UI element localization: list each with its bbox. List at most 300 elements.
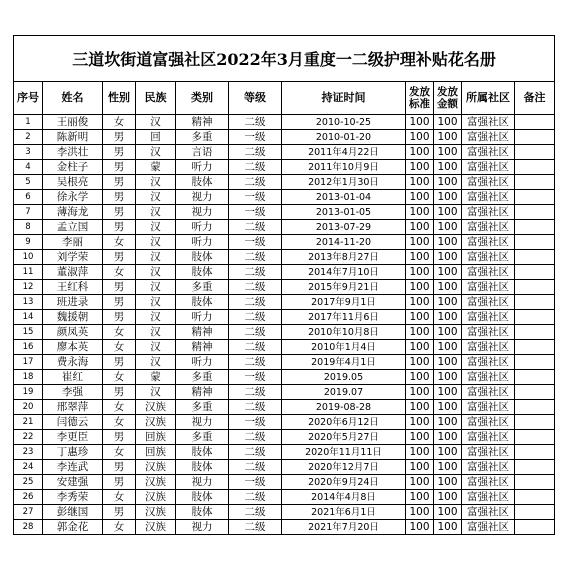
cell-standard: 100 xyxy=(406,175,434,190)
cell-remarks xyxy=(515,400,555,415)
cell-community: 富强社区 xyxy=(462,220,515,235)
table-row xyxy=(14,145,555,160)
cell-category: 多重 xyxy=(176,130,229,145)
cell-gender: 女 xyxy=(103,370,136,385)
cell-ethnicity: 汉族 xyxy=(136,505,176,520)
cell-amount: 100 xyxy=(434,145,462,160)
cell-category: 多重 xyxy=(176,430,229,445)
cell-community: 富强社区 xyxy=(462,115,515,130)
cell-remarks xyxy=(515,475,555,490)
cell-standard: 100 xyxy=(406,475,434,490)
cell-cert-date: 2010年10月8日 xyxy=(282,325,406,340)
cell-ethnicity: 汉 xyxy=(136,175,176,190)
cell-community: 富强社区 xyxy=(462,160,515,175)
cell-gender: 女 xyxy=(103,325,136,340)
cell-name: 崔红 xyxy=(43,370,103,385)
cell-cert-date: 2019-08-28 xyxy=(282,400,406,415)
cell-gender: 男 xyxy=(103,175,136,190)
table-row xyxy=(14,115,555,130)
cell-level: 一级 xyxy=(229,190,282,205)
table-row xyxy=(14,475,555,490)
cell-gender: 男 xyxy=(103,205,136,220)
cell-standard: 100 xyxy=(406,415,434,430)
column-header-index: 序号 xyxy=(14,82,43,115)
cell-name: 彭继国 xyxy=(43,505,103,520)
cell-category: 视力 xyxy=(176,475,229,490)
cell-name: 颜凤英 xyxy=(43,325,103,340)
cell-standard: 100 xyxy=(406,490,434,505)
cell-category: 视力 xyxy=(176,520,229,535)
cell-amount: 100 xyxy=(434,460,462,475)
cell-cert-date: 2017年11月6日 xyxy=(282,310,406,325)
cell-gender: 女 xyxy=(103,400,136,415)
cell-cert-date: 2020年6月12日 xyxy=(282,415,406,430)
cell-category: 视力 xyxy=(176,205,229,220)
cell-remarks xyxy=(515,370,555,385)
cell-gender: 男 xyxy=(103,430,136,445)
cell-index: 1 xyxy=(14,115,43,130)
cell-index: 27 xyxy=(14,505,43,520)
cell-category: 精神 xyxy=(176,325,229,340)
cell-amount: 100 xyxy=(434,520,462,535)
roster-table xyxy=(13,35,555,535)
cell-cert-date: 2017年9月1日 xyxy=(282,295,406,310)
cell-standard: 100 xyxy=(406,205,434,220)
cell-gender: 男 xyxy=(103,505,136,520)
cell-index: 3 xyxy=(14,145,43,160)
cell-level: 二级 xyxy=(229,355,282,370)
cell-gender: 男 xyxy=(103,220,136,235)
cell-ethnicity: 汉 xyxy=(136,310,176,325)
cell-standard: 100 xyxy=(406,340,434,355)
cell-gender: 女 xyxy=(103,340,136,355)
cell-amount: 100 xyxy=(434,430,462,445)
cell-community: 富强社区 xyxy=(462,265,515,280)
cell-gender: 男 xyxy=(103,385,136,400)
cell-standard: 100 xyxy=(406,145,434,160)
cell-ethnicity: 蒙 xyxy=(136,160,176,175)
cell-standard: 100 xyxy=(406,130,434,145)
cell-amount: 100 xyxy=(434,445,462,460)
cell-name: 班进录 xyxy=(43,295,103,310)
cell-gender: 女 xyxy=(103,415,136,430)
cell-ethnicity: 汉族 xyxy=(136,475,176,490)
cell-cert-date: 2011年4月22日 xyxy=(282,145,406,160)
cell-index: 21 xyxy=(14,415,43,430)
cell-remarks xyxy=(515,205,555,220)
table-row xyxy=(14,520,555,535)
table-row xyxy=(14,445,555,460)
cell-amount: 100 xyxy=(434,235,462,250)
cell-cert-date: 2010-01-20 xyxy=(282,130,406,145)
cell-ethnicity: 汉 xyxy=(136,250,176,265)
cell-standard: 100 xyxy=(406,445,434,460)
cell-ethnicity: 回族 xyxy=(136,445,176,460)
cell-ethnicity: 汉族 xyxy=(136,490,176,505)
table-row xyxy=(14,370,555,385)
cell-category: 精神 xyxy=(176,385,229,400)
cell-ethnicity: 汉族 xyxy=(136,520,176,535)
cell-ethnicity: 汉 xyxy=(136,280,176,295)
cell-level: 二级 xyxy=(229,520,282,535)
table-row xyxy=(14,430,555,445)
cell-level: 二级 xyxy=(229,265,282,280)
table-row xyxy=(14,325,555,340)
cell-community: 富强社区 xyxy=(462,340,515,355)
cell-level: 一级 xyxy=(229,130,282,145)
cell-amount: 100 xyxy=(434,310,462,325)
cell-name: 薄海龙 xyxy=(43,205,103,220)
cell-standard: 100 xyxy=(406,220,434,235)
column-header-remarks: 备注 xyxy=(515,82,555,115)
cell-gender: 男 xyxy=(103,190,136,205)
cell-gender: 女 xyxy=(103,520,136,535)
cell-category: 言语 xyxy=(176,145,229,160)
table-row xyxy=(14,400,555,415)
table-row xyxy=(14,220,555,235)
cell-index: 24 xyxy=(14,460,43,475)
cell-index: 19 xyxy=(14,385,43,400)
cell-standard: 100 xyxy=(406,115,434,130)
cell-index: 25 xyxy=(14,475,43,490)
cell-category: 肢体 xyxy=(176,445,229,460)
cell-level: 二级 xyxy=(229,340,282,355)
cell-amount: 100 xyxy=(434,475,462,490)
cell-level: 二级 xyxy=(229,160,282,175)
cell-gender: 男 xyxy=(103,460,136,475)
table-row xyxy=(14,460,555,475)
cell-amount: 100 xyxy=(434,385,462,400)
cell-community: 富强社区 xyxy=(462,520,515,535)
table-body xyxy=(14,115,555,535)
cell-community: 富强社区 xyxy=(462,310,515,325)
cell-category: 肢体 xyxy=(176,505,229,520)
cell-level: 二级 xyxy=(229,310,282,325)
cell-index: 11 xyxy=(14,265,43,280)
cell-level: 二级 xyxy=(229,430,282,445)
cell-amount: 100 xyxy=(434,340,462,355)
cell-community: 富强社区 xyxy=(462,190,515,205)
cell-remarks xyxy=(515,220,555,235)
cell-name: 丁惠珍 xyxy=(43,445,103,460)
cell-standard: 100 xyxy=(406,295,434,310)
table-row xyxy=(14,385,555,400)
cell-name: 徐永学 xyxy=(43,190,103,205)
cell-gender: 女 xyxy=(103,490,136,505)
cell-remarks xyxy=(515,445,555,460)
cell-standard: 100 xyxy=(406,400,434,415)
cell-community: 富强社区 xyxy=(462,430,515,445)
cell-remarks xyxy=(515,430,555,445)
cell-level: 二级 xyxy=(229,145,282,160)
cell-community: 富强社区 xyxy=(462,445,515,460)
cell-remarks xyxy=(515,235,555,250)
cell-ethnicity: 汉 xyxy=(136,325,176,340)
cell-standard: 100 xyxy=(406,385,434,400)
cell-remarks xyxy=(515,355,555,370)
cell-ethnicity: 汉 xyxy=(136,205,176,220)
cell-level: 二级 xyxy=(229,400,282,415)
cell-gender: 男 xyxy=(103,310,136,325)
cell-name: 王红科 xyxy=(43,280,103,295)
table-row xyxy=(14,130,555,145)
table-row xyxy=(14,175,555,190)
cell-cert-date: 2019年4月1日 xyxy=(282,355,406,370)
cell-level: 二级 xyxy=(229,295,282,310)
cell-name: 李秀荣 xyxy=(43,490,103,505)
cell-gender: 男 xyxy=(103,355,136,370)
table-header-row xyxy=(14,82,555,115)
cell-remarks xyxy=(515,115,555,130)
cell-community: 富强社区 xyxy=(462,280,515,295)
cell-remarks xyxy=(515,325,555,340)
cell-cert-date: 2013-01-04 xyxy=(282,190,406,205)
cell-amount: 100 xyxy=(434,115,462,130)
cell-ethnicity: 汉 xyxy=(136,295,176,310)
cell-level: 二级 xyxy=(229,115,282,130)
cell-remarks xyxy=(515,145,555,160)
cell-category: 肢体 xyxy=(176,295,229,310)
cell-cert-date: 2014年4月8日 xyxy=(282,490,406,505)
table-row xyxy=(14,340,555,355)
table-row xyxy=(14,235,555,250)
cell-name: 廖本英 xyxy=(43,340,103,355)
table-row xyxy=(14,280,555,295)
cell-community: 富强社区 xyxy=(462,475,515,490)
cell-name: 安建强 xyxy=(43,475,103,490)
cell-index: 12 xyxy=(14,280,43,295)
cell-cert-date: 2012年1月30日 xyxy=(282,175,406,190)
cell-gender: 男 xyxy=(103,250,136,265)
cell-category: 多重 xyxy=(176,370,229,385)
cell-index: 15 xyxy=(14,325,43,340)
cell-level: 二级 xyxy=(229,445,282,460)
cell-community: 富强社区 xyxy=(462,460,515,475)
cell-ethnicity: 回族 xyxy=(136,430,176,445)
cell-level: 二级 xyxy=(229,220,282,235)
cell-index: 23 xyxy=(14,445,43,460)
cell-remarks xyxy=(515,490,555,505)
cell-cert-date: 2020年12月7日 xyxy=(282,460,406,475)
column-header-gender: 性别 xyxy=(103,82,136,115)
cell-gender: 男 xyxy=(103,295,136,310)
cell-index: 7 xyxy=(14,205,43,220)
cell-index: 18 xyxy=(14,370,43,385)
cell-index: 8 xyxy=(14,220,43,235)
column-header-ethnicity: 民族 xyxy=(136,82,176,115)
cell-name: 闫德云 xyxy=(43,415,103,430)
cell-remarks xyxy=(515,250,555,265)
cell-index: 4 xyxy=(14,160,43,175)
cell-standard: 100 xyxy=(406,280,434,295)
cell-cert-date: 2013年8月27日 xyxy=(282,250,406,265)
cell-cert-date: 2019.05 xyxy=(282,370,406,385)
cell-level: 一级 xyxy=(229,235,282,250)
cell-cert-date: 2020年5月27日 xyxy=(282,430,406,445)
cell-gender: 女 xyxy=(103,235,136,250)
cell-category: 听力 xyxy=(176,310,229,325)
cell-gender: 男 xyxy=(103,280,136,295)
cell-ethnicity: 汉 xyxy=(136,235,176,250)
table-row xyxy=(14,160,555,175)
cell-category: 多重 xyxy=(176,400,229,415)
cell-category: 肢体 xyxy=(176,175,229,190)
column-header-amount: 发放 金额 xyxy=(434,82,462,115)
cell-category: 多重 xyxy=(176,280,229,295)
cell-index: 14 xyxy=(14,310,43,325)
cell-category: 听力 xyxy=(176,235,229,250)
cell-community: 富强社区 xyxy=(462,490,515,505)
cell-name: 李连武 xyxy=(43,460,103,475)
cell-standard: 100 xyxy=(406,235,434,250)
cell-cert-date: 2014年7月10日 xyxy=(282,265,406,280)
cell-amount: 100 xyxy=(434,160,462,175)
cell-cert-date: 2019.07 xyxy=(282,385,406,400)
cell-level: 二级 xyxy=(229,250,282,265)
cell-category: 听力 xyxy=(176,160,229,175)
cell-ethnicity: 汉 xyxy=(136,385,176,400)
cell-gender: 女 xyxy=(103,445,136,460)
cell-gender: 男 xyxy=(103,160,136,175)
table-row xyxy=(14,415,555,430)
cell-name: 李洪壮 xyxy=(43,145,103,160)
cell-cert-date: 2014-11-20 xyxy=(282,235,406,250)
cell-cert-date: 2021年6月1日 xyxy=(282,505,406,520)
cell-community: 富强社区 xyxy=(462,250,515,265)
cell-gender: 男 xyxy=(103,475,136,490)
cell-ethnicity: 汉 xyxy=(136,190,176,205)
cell-amount: 100 xyxy=(434,490,462,505)
cell-amount: 100 xyxy=(434,400,462,415)
cell-cert-date: 2013-07-29 xyxy=(282,220,406,235)
cell-community: 富强社区 xyxy=(462,175,515,190)
cell-ethnicity: 汉族 xyxy=(136,400,176,415)
table-row xyxy=(14,295,555,310)
cell-cert-date: 2010年1月4日 xyxy=(282,340,406,355)
cell-gender: 男 xyxy=(103,130,136,145)
cell-remarks xyxy=(515,505,555,520)
column-header-cert-date: 持证时间 xyxy=(282,82,406,115)
cell-name: 魏援朝 xyxy=(43,310,103,325)
cell-name: 李丽 xyxy=(43,235,103,250)
cell-amount: 100 xyxy=(434,190,462,205)
cell-ethnicity: 汉族 xyxy=(136,460,176,475)
cell-cert-date: 2013-01-05 xyxy=(282,205,406,220)
cell-amount: 100 xyxy=(434,280,462,295)
cell-remarks xyxy=(515,280,555,295)
cell-cert-date: 2021年7月20日 xyxy=(282,520,406,535)
cell-name: 金柱子 xyxy=(43,160,103,175)
cell-ethnicity: 汉 xyxy=(136,115,176,130)
cell-remarks xyxy=(515,130,555,145)
page-title: 三道坎街道富强社区2022年3月重度一二级护理补贴花名册 xyxy=(14,36,555,82)
cell-gender: 女 xyxy=(103,115,136,130)
cell-community: 富强社区 xyxy=(462,235,515,250)
table-row xyxy=(14,505,555,520)
cell-index: 6 xyxy=(14,190,43,205)
cell-remarks xyxy=(515,310,555,325)
cell-level: 一级 xyxy=(229,475,282,490)
cell-name: 费永海 xyxy=(43,355,103,370)
cell-cert-date: 2015年9月21日 xyxy=(282,280,406,295)
cell-remarks xyxy=(515,265,555,280)
table-row xyxy=(14,310,555,325)
cell-ethnicity: 汉 xyxy=(136,220,176,235)
cell-name: 陈新明 xyxy=(43,130,103,145)
cell-cert-date: 2010-10-25 xyxy=(282,115,406,130)
table-row xyxy=(14,250,555,265)
cell-category: 精神 xyxy=(176,340,229,355)
cell-standard: 100 xyxy=(406,505,434,520)
cell-ethnicity: 回 xyxy=(136,130,176,145)
cell-level: 二级 xyxy=(229,505,282,520)
cell-category: 视力 xyxy=(176,190,229,205)
cell-amount: 100 xyxy=(434,130,462,145)
cell-community: 富强社区 xyxy=(462,400,515,415)
cell-amount: 100 xyxy=(434,220,462,235)
cell-index: 17 xyxy=(14,355,43,370)
cell-community: 富强社区 xyxy=(462,325,515,340)
cell-level: 二级 xyxy=(229,460,282,475)
cell-amount: 100 xyxy=(434,325,462,340)
cell-level: 一级 xyxy=(229,370,282,385)
cell-name: 李更臣 xyxy=(43,430,103,445)
cell-ethnicity: 汉 xyxy=(136,265,176,280)
cell-name: 孟立国 xyxy=(43,220,103,235)
cell-remarks xyxy=(515,460,555,475)
cell-remarks xyxy=(515,520,555,535)
cell-level: 一级 xyxy=(229,205,282,220)
cell-gender: 男 xyxy=(103,145,136,160)
cell-name: 郭金花 xyxy=(43,520,103,535)
cell-community: 富强社区 xyxy=(462,370,515,385)
cell-standard: 100 xyxy=(406,520,434,535)
cell-index: 10 xyxy=(14,250,43,265)
cell-community: 富强社区 xyxy=(462,145,515,160)
cell-amount: 100 xyxy=(434,295,462,310)
column-header-standard: 发放 标准 xyxy=(406,82,434,115)
cell-category: 听力 xyxy=(176,220,229,235)
cell-name: 王丽俊 xyxy=(43,115,103,130)
cell-ethnicity: 汉 xyxy=(136,355,176,370)
cell-standard: 100 xyxy=(406,265,434,280)
cell-standard: 100 xyxy=(406,430,434,445)
cell-amount: 100 xyxy=(434,175,462,190)
roster-sheet xyxy=(13,35,554,535)
cell-remarks xyxy=(515,190,555,205)
cell-remarks xyxy=(515,340,555,355)
cell-level: 二级 xyxy=(229,280,282,295)
cell-community: 富强社区 xyxy=(462,385,515,400)
cell-category: 肢体 xyxy=(176,460,229,475)
cell-amount: 100 xyxy=(434,250,462,265)
cell-ethnicity: 蒙 xyxy=(136,370,176,385)
cell-index: 20 xyxy=(14,400,43,415)
cell-category: 视力 xyxy=(176,415,229,430)
cell-remarks xyxy=(515,175,555,190)
cell-remarks xyxy=(515,295,555,310)
cell-standard: 100 xyxy=(406,460,434,475)
cell-name: 董淑萍 xyxy=(43,265,103,280)
column-header-category: 类别 xyxy=(176,82,229,115)
cell-index: 2 xyxy=(14,130,43,145)
cell-level: 二级 xyxy=(229,385,282,400)
cell-ethnicity: 汉 xyxy=(136,145,176,160)
cell-category: 肢体 xyxy=(176,490,229,505)
table-row xyxy=(14,490,555,505)
cell-category: 肢体 xyxy=(176,265,229,280)
cell-standard: 100 xyxy=(406,310,434,325)
